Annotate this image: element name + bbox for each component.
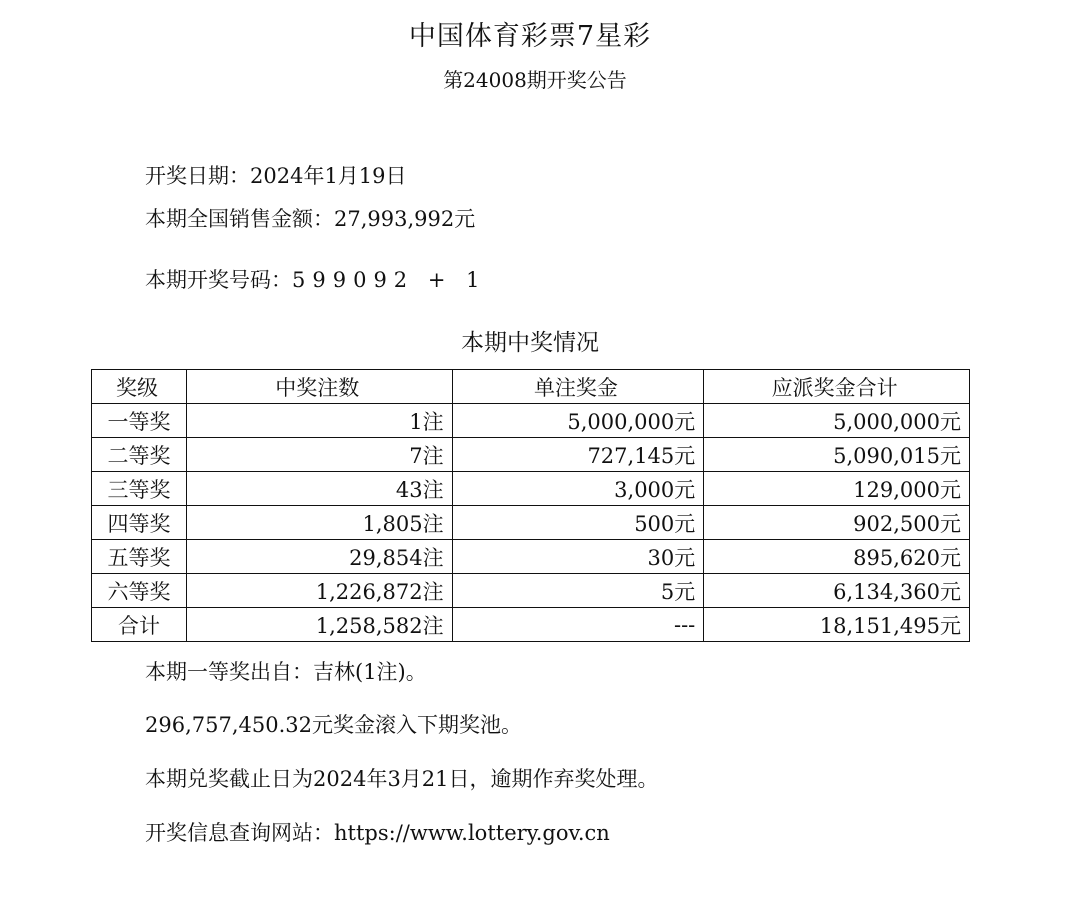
website-line bbox=[145, 817, 610, 847]
unit-prize: 727,145元 bbox=[452, 438, 704, 472]
prize-level: 六等奖 bbox=[92, 574, 187, 608]
total-prize: 6,134,360元 bbox=[704, 574, 970, 608]
winner-count: 43注 bbox=[186, 472, 452, 506]
prize-table-header-row bbox=[92, 370, 970, 404]
table-row bbox=[92, 574, 970, 608]
grand-total-prize: 18,151,495元 bbox=[704, 608, 970, 642]
header-level: 奖级 bbox=[92, 370, 187, 404]
winner-count: 7注 bbox=[186, 438, 452, 472]
winning-numbers-line bbox=[145, 264, 486, 294]
draw-date-value: 2024年1月19日 bbox=[250, 164, 407, 188]
first-prize-origin: 本期一等奖出自：吉林(1注)。 bbox=[145, 660, 427, 684]
draw-date-line bbox=[145, 160, 407, 190]
announcement-title: 中国体育彩票7星彩 bbox=[408, 21, 652, 52]
sales-amount-label: 本期全国销售金额： bbox=[145, 207, 334, 231]
table-total-row bbox=[92, 608, 970, 642]
prize-level: 四等奖 bbox=[92, 506, 187, 540]
unit-prize: 30元 bbox=[452, 540, 704, 574]
prize-table bbox=[91, 369, 970, 642]
issue-subtitle: 第24008期开奖公告 bbox=[443, 68, 627, 92]
prize-section-title: 本期中奖情况 bbox=[461, 330, 599, 356]
header-total: 应派奖金合计 bbox=[704, 370, 970, 404]
table-row bbox=[92, 540, 970, 574]
table-row bbox=[92, 404, 970, 438]
sales-amount-line bbox=[145, 203, 475, 233]
winner-count: 1,226,872注 bbox=[186, 574, 452, 608]
winner-count: 1注 bbox=[186, 404, 452, 438]
table-row bbox=[92, 438, 970, 472]
winner-count: 29,854注 bbox=[186, 540, 452, 574]
draw-date-label: 开奖日期： bbox=[145, 164, 250, 188]
total-prize: 5,090,015元 bbox=[704, 438, 970, 472]
sales-amount-value: 27,993,992元 bbox=[334, 207, 476, 231]
header-count: 中奖注数 bbox=[186, 370, 452, 404]
total-prize: 895,620元 bbox=[704, 540, 970, 574]
claim-deadline: 本期兑奖截止日为2024年3月21日，逾期作弃奖处理。 bbox=[145, 767, 659, 791]
total-prize: 5,000,000元 bbox=[704, 404, 970, 438]
unit-prize: 5,000,000元 bbox=[452, 404, 704, 438]
unit-prize: 3,000元 bbox=[452, 472, 704, 506]
total-unit-prize: --- bbox=[452, 608, 704, 642]
jackpot-rollover: 296,757,450.32元奖金滚入下期奖池。 bbox=[145, 713, 522, 737]
table-row bbox=[92, 506, 970, 540]
total-label: 合计 bbox=[92, 608, 187, 642]
winning-numbers-label: 本期开奖号码： bbox=[145, 268, 292, 292]
total-winner-count: 1,258,582注 bbox=[186, 608, 452, 642]
prize-level: 二等奖 bbox=[92, 438, 187, 472]
unit-prize: 5元 bbox=[452, 574, 704, 608]
total-prize: 902,500元 bbox=[704, 506, 970, 540]
total-prize: 129,000元 bbox=[704, 472, 970, 506]
prize-level: 一等奖 bbox=[92, 404, 187, 438]
table-row bbox=[92, 472, 970, 506]
website-label: 开奖信息查询网站： bbox=[145, 821, 334, 845]
winner-count: 1,805注 bbox=[186, 506, 452, 540]
winning-numbers-value: 599092 + 1 bbox=[292, 268, 487, 292]
prize-level: 五等奖 bbox=[92, 540, 187, 574]
header-unit-prize: 单注奖金 bbox=[452, 370, 704, 404]
prize-level: 三等奖 bbox=[92, 472, 187, 506]
website-url[interactable]: https://www.lottery.gov.cn bbox=[334, 821, 610, 845]
unit-prize: 500元 bbox=[452, 506, 704, 540]
